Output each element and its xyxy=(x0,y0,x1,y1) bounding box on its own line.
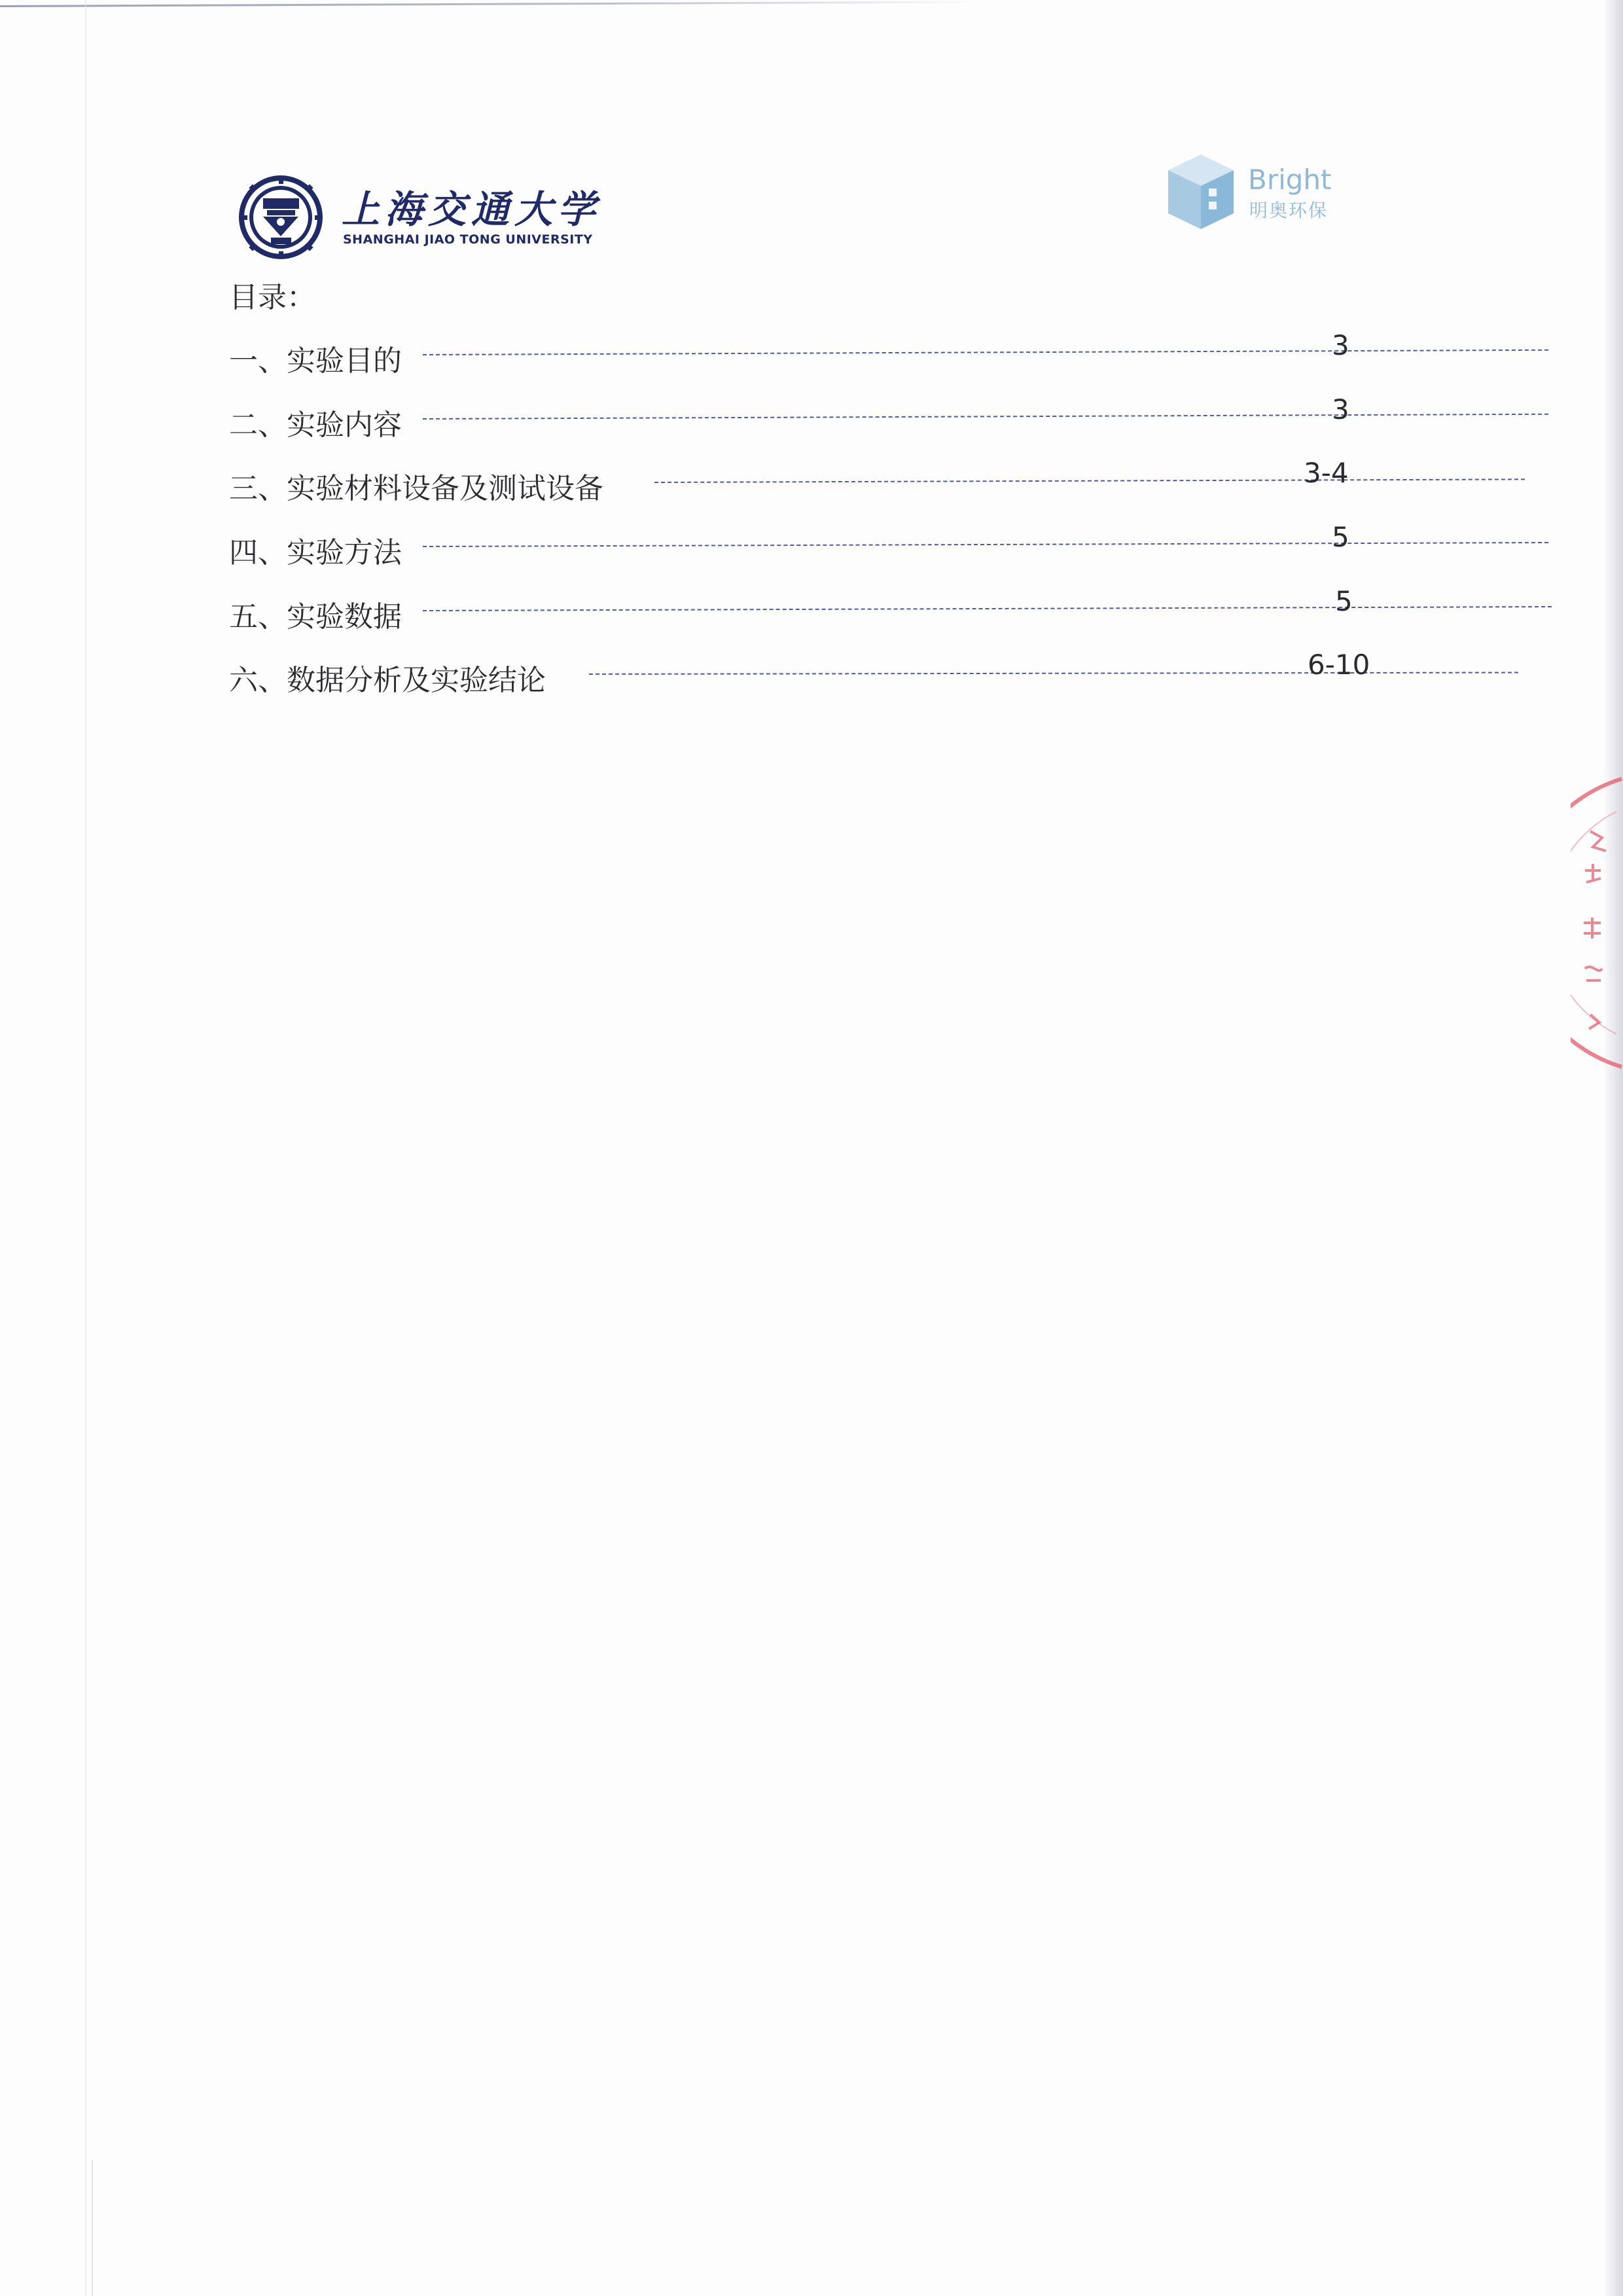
toc-entry-page: 3 xyxy=(1332,393,1349,425)
bright-cube-icon xyxy=(1162,149,1240,234)
toc-leader-dots xyxy=(423,606,1552,611)
scan-left-edge-mark xyxy=(92,2160,93,2296)
toc-entry-label: 六、数据分析及实验结论 xyxy=(229,664,546,697)
toc-entry-page: 3-4 xyxy=(1304,457,1349,489)
toc-entry-page: 5 xyxy=(1332,521,1349,553)
toc-entry-label: 二、实验内容 xyxy=(229,408,402,442)
scan-top-line xyxy=(0,1,982,7)
bright-name-cn: 明奥环保 xyxy=(1249,200,1329,221)
toc-leader-dots xyxy=(423,542,1548,547)
toc-entry-label: 四、实验方法 xyxy=(229,536,402,569)
sjtu-name-cn: 上海交通大学 xyxy=(342,187,601,232)
bright-logo xyxy=(1162,149,1332,241)
toc-entry-label: 五、实验数据 xyxy=(229,600,402,634)
red-seal-icon xyxy=(1571,772,1623,1073)
toc-entry-page: 6-10 xyxy=(1308,649,1370,681)
toc-leader-dots xyxy=(589,672,1518,675)
toc-leader-dots xyxy=(654,478,1525,483)
toc-heading: 目录： xyxy=(229,281,315,314)
sjtu-name-en: SHANGHAI JIAO TONG UNIVERSITY xyxy=(343,232,593,247)
scan-right-edge xyxy=(1603,0,1623,2296)
sjtu-logo xyxy=(237,173,601,262)
toc-entry-label: 一、实验目的 xyxy=(229,344,402,378)
sjtu-emblem-icon xyxy=(237,173,325,262)
toc-entry-page: 3 xyxy=(1332,329,1349,361)
toc-entry-page: 5 xyxy=(1335,585,1353,617)
toc-leader-dots xyxy=(423,350,1548,355)
scan-left-edge xyxy=(85,0,86,2296)
toc-leader-dots xyxy=(423,414,1548,420)
toc-entry-label: 三、实验材料设备及测试设备 xyxy=(229,472,603,505)
bright-name-en: Bright xyxy=(1248,164,1332,196)
